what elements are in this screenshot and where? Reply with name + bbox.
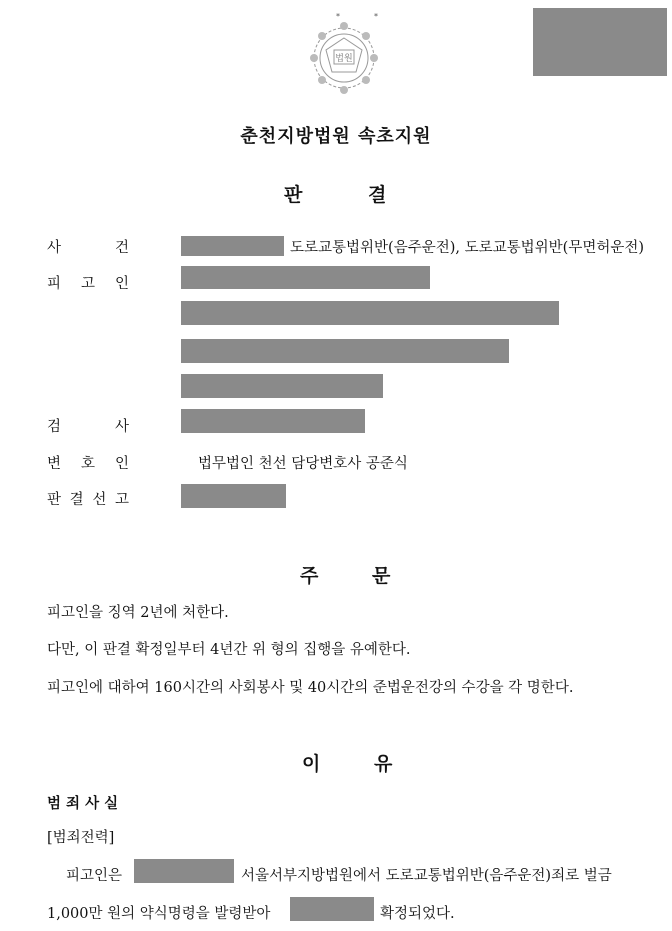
seal-text: 법원 (335, 54, 353, 64)
crime-facts-heading: 범 죄 사 실 (47, 795, 119, 812)
counsel-value: 법무법인 천선 담당변호사 공준식 (198, 456, 408, 472)
redacted-sentencing-date (181, 484, 286, 508)
redacted-date (290, 897, 374, 921)
redacted-defendant-line (181, 339, 509, 363)
svg-text:*: * (336, 12, 340, 21)
reasons-title-char-2: 유 (374, 753, 393, 775)
criminal-record-subheading: [범죄전력] (47, 830, 115, 846)
redacted-defendant-line (181, 266, 430, 289)
redacted-case-number (181, 236, 284, 256)
court-name: 춘천지방법원 속초지원 (240, 126, 432, 147)
order-title-char-2: 문 (372, 565, 391, 587)
order-line: 다만, 이 판결 확정일부터 4년간 위 형의 집행을 유예한다. (47, 642, 411, 658)
counsel-label: 변 호 인 (47, 456, 129, 472)
redacted-stamp (533, 8, 667, 76)
order-title-char-1: 주 (300, 565, 319, 587)
redacted-date (134, 859, 234, 883)
prosecutor-label: 검 사 (47, 419, 129, 435)
judgment-title-char-1: 판 (284, 184, 303, 206)
order-line: 피고인에 대하여 160시간의 사회봉사 및 40시간의 준법운전강의 수강을 각 명한다. (47, 680, 574, 696)
sentencing-label: 판 결 선 고 (47, 492, 129, 508)
reasons-title (0, 749, 672, 779)
case-label: 사 건 (47, 240, 129, 256)
reasons-line1-start: 피고인은 (66, 868, 123, 884)
order-line: 피고인을 징역 2년에 처한다. (47, 605, 229, 621)
judgment-title (0, 180, 672, 210)
redacted-defendant-line (181, 374, 383, 398)
svg-text:*: * (374, 12, 378, 21)
defendant-label: 피 고 인 (47, 276, 129, 292)
redacted-defendant-line (181, 301, 559, 325)
case-value: 도로교통법위반(음주운전), 도로교통법위반(무면허운전) (290, 240, 645, 256)
reasons-line2-end: 확정되었다. (380, 906, 455, 922)
reasons-line2-start: 1,000만 원의 약식명령을 발령받아 (47, 906, 271, 922)
reasons-title-char-1: 이 (302, 753, 321, 775)
order-title (0, 561, 672, 591)
reasons-line1-end: 서울서부지방법원에서 도로교통법위반(음주운전)죄로 벌금 (241, 868, 612, 884)
judgment-title-char-2: 결 (368, 184, 387, 206)
redacted-prosecutor (181, 409, 365, 433)
court-seal-icon (306, 8, 382, 96)
